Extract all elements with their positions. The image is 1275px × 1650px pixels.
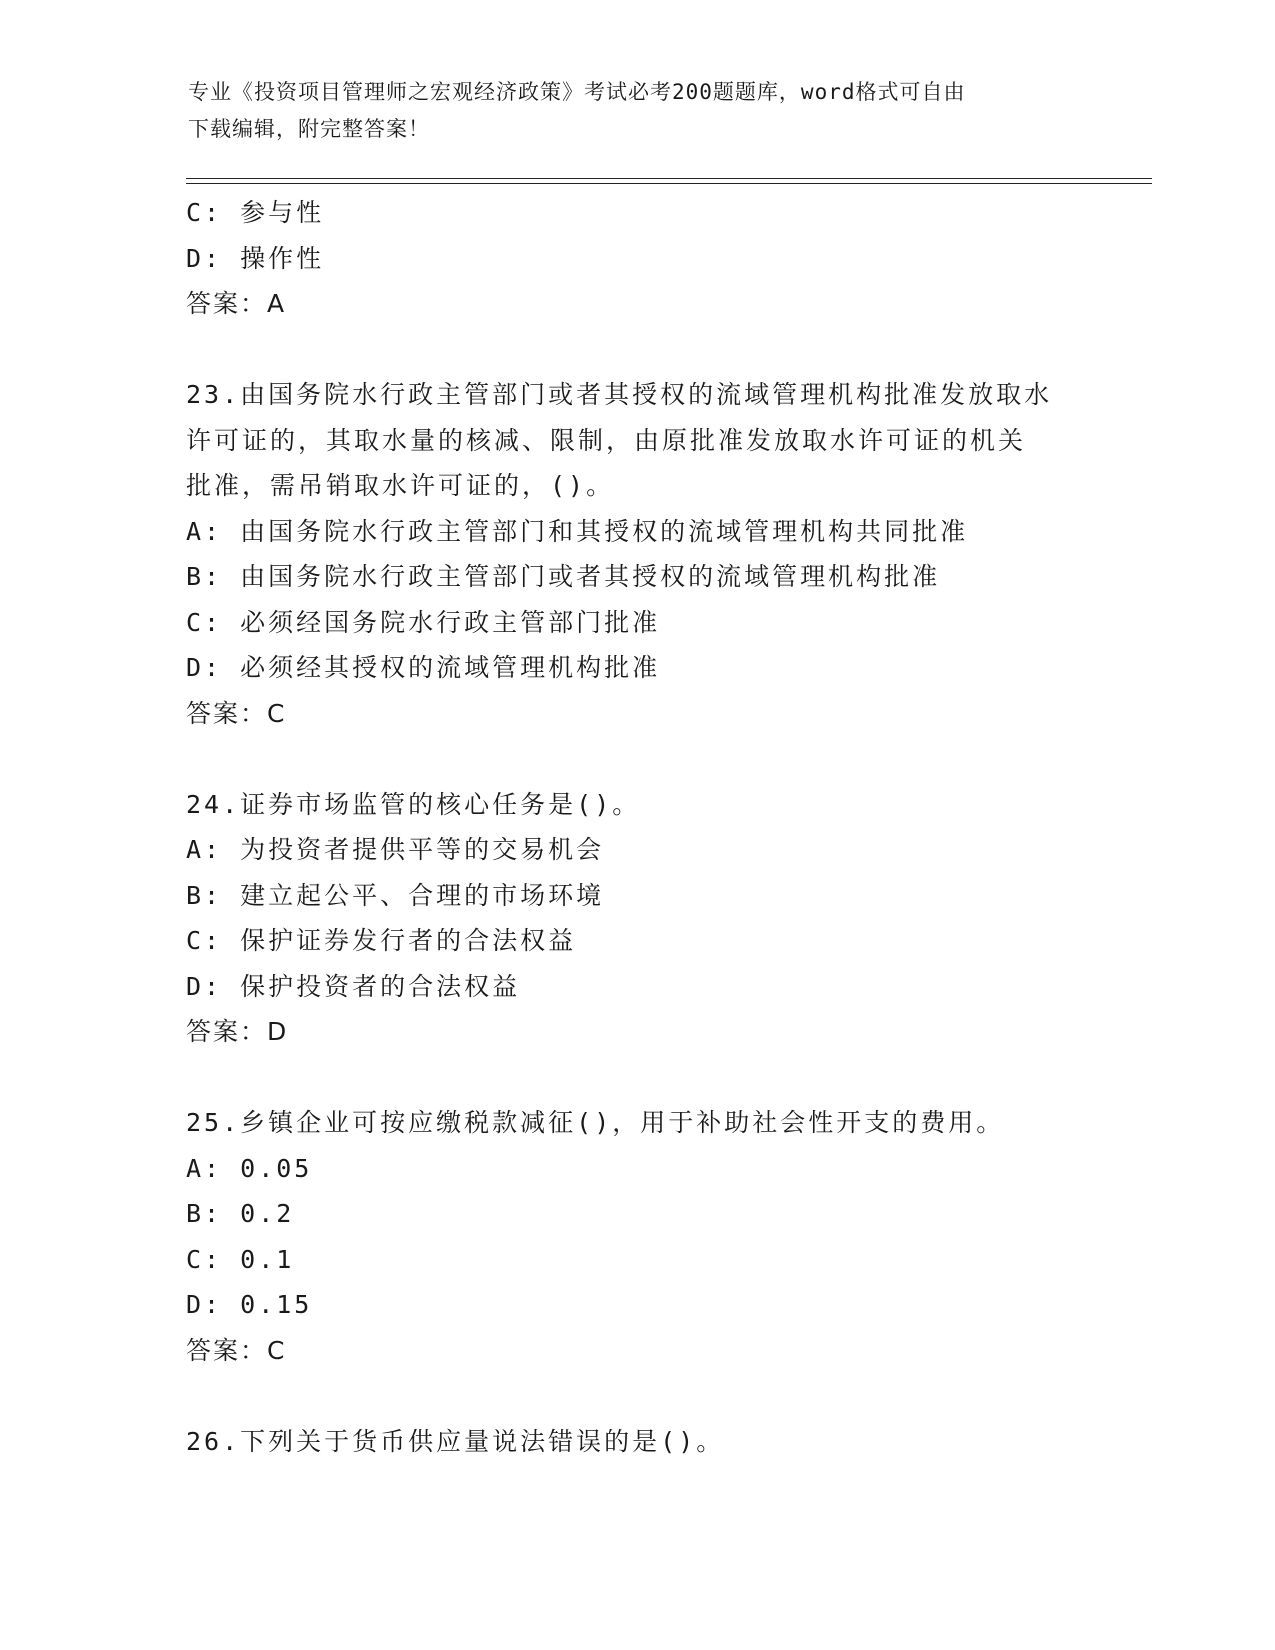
prev-question-block [186,190,1086,327]
document-header [188,74,1068,148]
option-b: B: 0.2 [186,1199,295,1228]
option-d: D: 0.15 [186,1290,313,1319]
header-divider-top [186,178,1152,179]
spacer [186,327,1086,373]
answer-line: 答案：C [186,698,287,728]
question-stem: 26.下列关于货币供应量说法错误的是()。 [186,1426,725,1456]
answer-line: 答案：D [186,1017,289,1046]
option-a: A: 0.05 [186,1153,313,1183]
option-c: C: 必须经国务院水行政主管部门批准 [186,607,661,637]
question-25 [186,1100,1086,1373]
question-stem: 许可证的，其取水量的核减、限制，由原批准发放取水许可证的机关 [186,425,1027,455]
option-a: A: 由国务院水行政主管部门和其授权的流域管理机构共同批准 [186,516,969,546]
option-b: B: 建立起公平、合理的市场环境 [186,880,605,910]
spacer [186,1055,1086,1101]
question-stem: 24.证券市场监管的核心任务是()。 [186,789,641,819]
answer-line: 答案：C [186,1335,287,1365]
question-stem: 25.乡镇企业可按应缴税款减征()，用于补助社会性开支的费用。 [186,1108,1005,1137]
option-c: C: 参与性 [186,198,325,227]
answer-line: 答案：A [186,289,287,318]
header-line-1: 专业《投资项目管理师之宏观经济政策》考试必考200题题库，word格式可自由 [188,80,966,104]
option-a: A: 为投资者提供平等的交易机会 [186,835,605,864]
option-b: B: 由国务院水行政主管部门或者其授权的流域管理机构批准 [186,562,941,591]
option-d: D: 保护投资者的合法权益 [186,971,521,1001]
header-line-2: 下载编辑，附完整答案！ [188,117,430,141]
header-divider-bottom [186,183,1152,184]
question-stem: 批准，需吊销取水许可证的，()。 [186,471,615,500]
question-23 [186,372,1086,736]
option-d: D: 操作性 [186,243,325,273]
option-c: C: 保护证券发行者的合法权益 [186,926,577,955]
option-d: D: 必须经其授权的流域管理机构批准 [186,653,661,682]
question-26 [186,1419,1086,1465]
question-24 [186,782,1086,1055]
option-c: C: 0.1 [186,1244,295,1274]
question-stem: 23.由国务院水行政主管部门或者其授权的流域管理机构批准发放取水 [186,380,1053,409]
spacer [186,1373,1086,1419]
spacer [186,736,1086,782]
question-list [186,190,1086,1464]
